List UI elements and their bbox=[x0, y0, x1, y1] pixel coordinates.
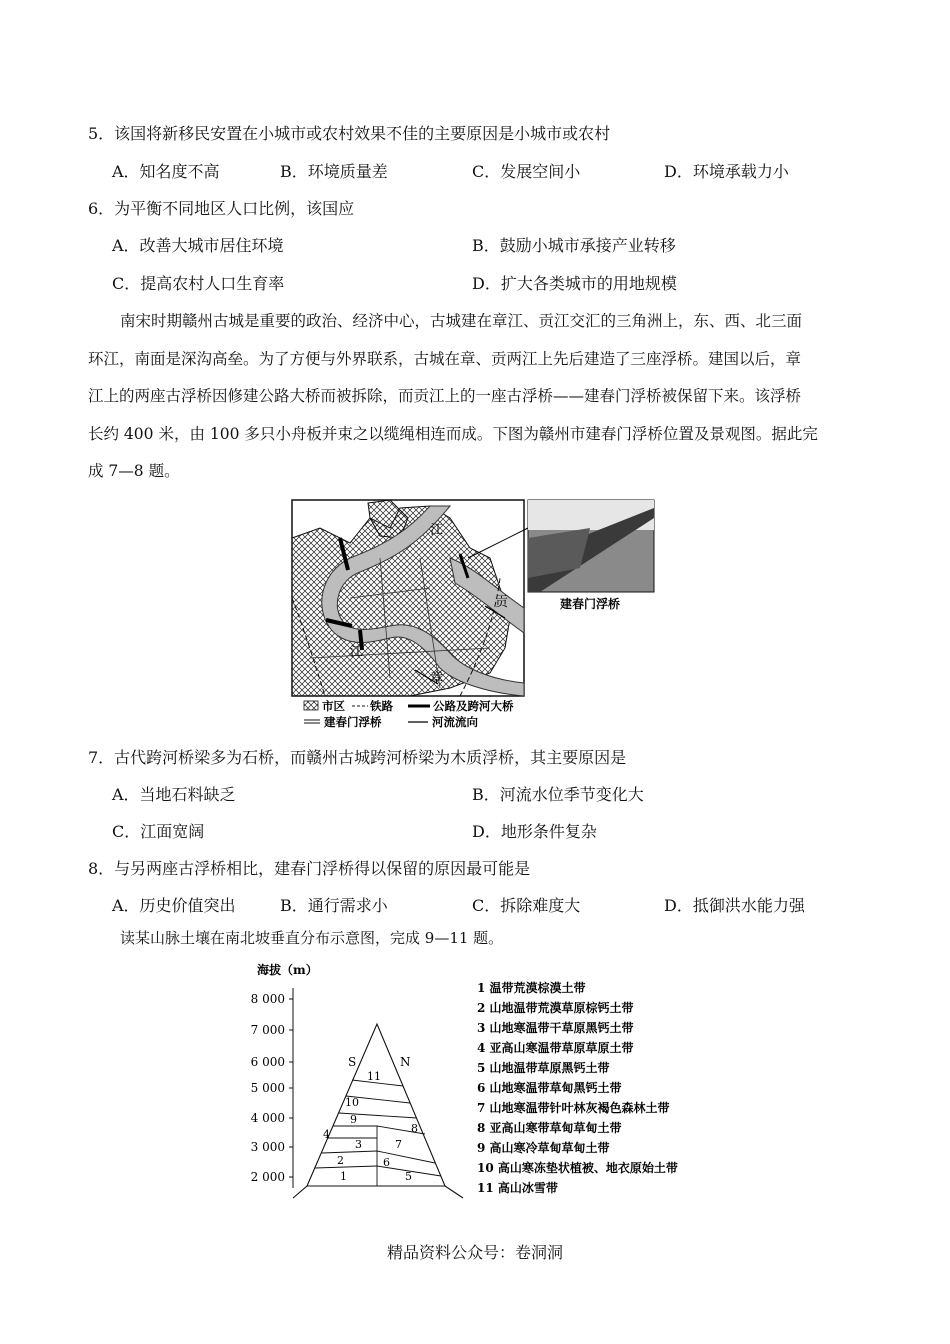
river-label-jiang-1: 江 bbox=[430, 523, 444, 538]
zone-3: 3 bbox=[355, 1138, 362, 1151]
tick-6000: 6 000 bbox=[250, 1055, 285, 1069]
zone-4: 4 bbox=[323, 1128, 330, 1141]
question-7-stem: 7．古代跨河桥梁多为石桥，而赣州古城跨河桥梁为木质浮桥，其主要原因是 bbox=[88, 748, 627, 767]
soil-legend-8: 8 亚高山寒带草甸草甸土带 bbox=[477, 1121, 622, 1135]
soil-legend-3: 3 山地寒温带干草原黑钙土带 bbox=[477, 1021, 634, 1035]
zone-11: 11 bbox=[367, 1070, 381, 1083]
zone-5: 5 bbox=[405, 1170, 412, 1183]
q6-option-d: D．扩大各类城市的用地规模 bbox=[472, 274, 677, 293]
zone-9: 9 bbox=[350, 1113, 357, 1126]
q7-option-d: D．地形条件复杂 bbox=[472, 822, 597, 841]
soil-legend-10: 10 高山寒冻垫状植被、地衣原始土带 bbox=[477, 1161, 678, 1175]
q5-option-b: B．环境质量差 bbox=[280, 162, 388, 181]
q6-option-a: A．改善大城市居住环境 bbox=[112, 236, 284, 255]
q5-option-c: C．发展空间小 bbox=[472, 162, 581, 181]
zone-1: 1 bbox=[340, 1170, 347, 1183]
question-5-stem: 5．该国将新移民安置在小城市或农村效果不佳的主要原因是小城市或农村 bbox=[88, 124, 611, 143]
tick-7000: 7 000 bbox=[250, 1023, 285, 1037]
slope-s: S bbox=[348, 1055, 357, 1069]
q7-option-b: B．河流水位季节变化大 bbox=[472, 785, 644, 804]
soil-legend bbox=[477, 980, 678, 1195]
passage-1-line-4: 长约 400 米，由 100 多只小舟板并束之以缆绳相连而成。下图为赣州市建春门浮桥位置及景观图。据此完 bbox=[88, 425, 818, 443]
tick-3000: 3 000 bbox=[250, 1140, 285, 1154]
tick-8000: 8 000 bbox=[250, 992, 285, 1006]
soil-legend-4: 4 亚高山寒温带草原草原土带 bbox=[477, 1041, 634, 1055]
q5-option-d: D．环境承载力小 bbox=[664, 162, 789, 181]
ganzhou-map-figure bbox=[290, 498, 660, 730]
y-axis-title: 海拔（m） bbox=[257, 963, 318, 977]
legend-pontoon: 建春门浮桥 bbox=[324, 715, 382, 729]
photo-caption: 建春门浮桥 bbox=[559, 597, 621, 611]
zone-10: 10 bbox=[345, 1096, 359, 1109]
legend-railway: 铁路 bbox=[370, 699, 393, 713]
zone-8: 8 bbox=[411, 1122, 418, 1135]
q8-option-a: A．历史价值突出 bbox=[112, 896, 236, 915]
q8-option-c: C．拆除难度大 bbox=[472, 896, 581, 915]
soil-legend-6: 6 山地寒温带草甸黑钙土带 bbox=[477, 1081, 622, 1095]
soil-zonation-chart bbox=[245, 958, 705, 1208]
zone-2: 2 bbox=[337, 1154, 344, 1167]
question-6-stem: 6．为平衡不同地区人口比例，该国应 bbox=[88, 199, 355, 218]
page-footer: 精品资料公众号：卷洞洞 bbox=[386, 1243, 563, 1262]
y-ticks bbox=[289, 999, 293, 1177]
passage-2: 读某山脉土壤在南北坡垂直分布示意图，完成 9—11 题。 bbox=[120, 929, 504, 947]
soil-legend-2: 2 山地温带荒漠草原棕钙土带 bbox=[477, 1001, 634, 1015]
river-label-jiang-2: 江 bbox=[350, 645, 364, 660]
q6-option-b: B．鼓励小城市承接产业转移 bbox=[472, 236, 676, 255]
river-label-gong: 贡 bbox=[495, 595, 509, 610]
q7-option-c: C．江面宽阔 bbox=[112, 822, 205, 841]
soil-legend-7: 7 山地寒温带针叶林灰褐色森林土带 bbox=[477, 1101, 670, 1115]
q8-option-b: B．通行需求小 bbox=[280, 896, 388, 915]
q6-option-c: C．提高农村人口生育率 bbox=[112, 274, 285, 293]
soil-legend-1: 1 温带荒漠棕漠土带 bbox=[477, 981, 586, 995]
legend-flow: 河流流向 bbox=[432, 715, 478, 729]
q8-option-d: D．抵御洪水能力强 bbox=[664, 896, 805, 915]
legend-highway-bridge: 公路及跨河大桥 bbox=[433, 699, 514, 713]
river-label-zhang: 章 bbox=[430, 671, 444, 686]
zone-7: 7 bbox=[395, 1138, 402, 1151]
zone-boundaries bbox=[315, 1080, 441, 1186]
q7-option-a: A．当地石料缺乏 bbox=[112, 785, 236, 804]
slope-n: N bbox=[400, 1055, 411, 1069]
tick-2000: 2 000 bbox=[250, 1170, 285, 1184]
zone-6: 6 bbox=[383, 1156, 390, 1169]
question-8-stem: 8．与另两座古浮桥相比，建春门浮桥得以保留的原因最可能是 bbox=[88, 859, 531, 878]
passage-1-line-1: 南宋时期赣州古城是重要的政治、经济中心，古城建在章江、贡江交汇的三角洲上，东、西、北三面 bbox=[120, 312, 803, 330]
soil-legend-9: 9 高山寒冷草甸草甸土带 bbox=[477, 1141, 610, 1155]
q5-option-a: A．知名度不高 bbox=[112, 162, 220, 181]
tick-5000: 5 000 bbox=[250, 1081, 285, 1095]
soil-legend-5: 5 山地温带草原黑钙土带 bbox=[477, 1061, 610, 1075]
passage-1-line-5: 成 7—8 题。 bbox=[88, 462, 180, 480]
soil-legend-11: 11 高山冰雪带 bbox=[477, 1181, 558, 1195]
legend-urban-swatch bbox=[304, 701, 318, 710]
mountain-outline bbox=[293, 1024, 463, 1198]
passage-1-line-3: 江上的两座古浮桥因修建公路大桥而被拆除，而贡江上的一座古浮桥——建春门浮桥被保留下来。该浮桥 bbox=[88, 387, 802, 405]
passage-1-line-2: 环江，南面是深沟高垒。为了方便与外界联系，古城在章、贡两江上先后建造了三座浮桥。建国以后，章 bbox=[88, 350, 802, 368]
tick-4000: 4 000 bbox=[250, 1111, 285, 1125]
legend-urban: 市区 bbox=[322, 699, 345, 713]
